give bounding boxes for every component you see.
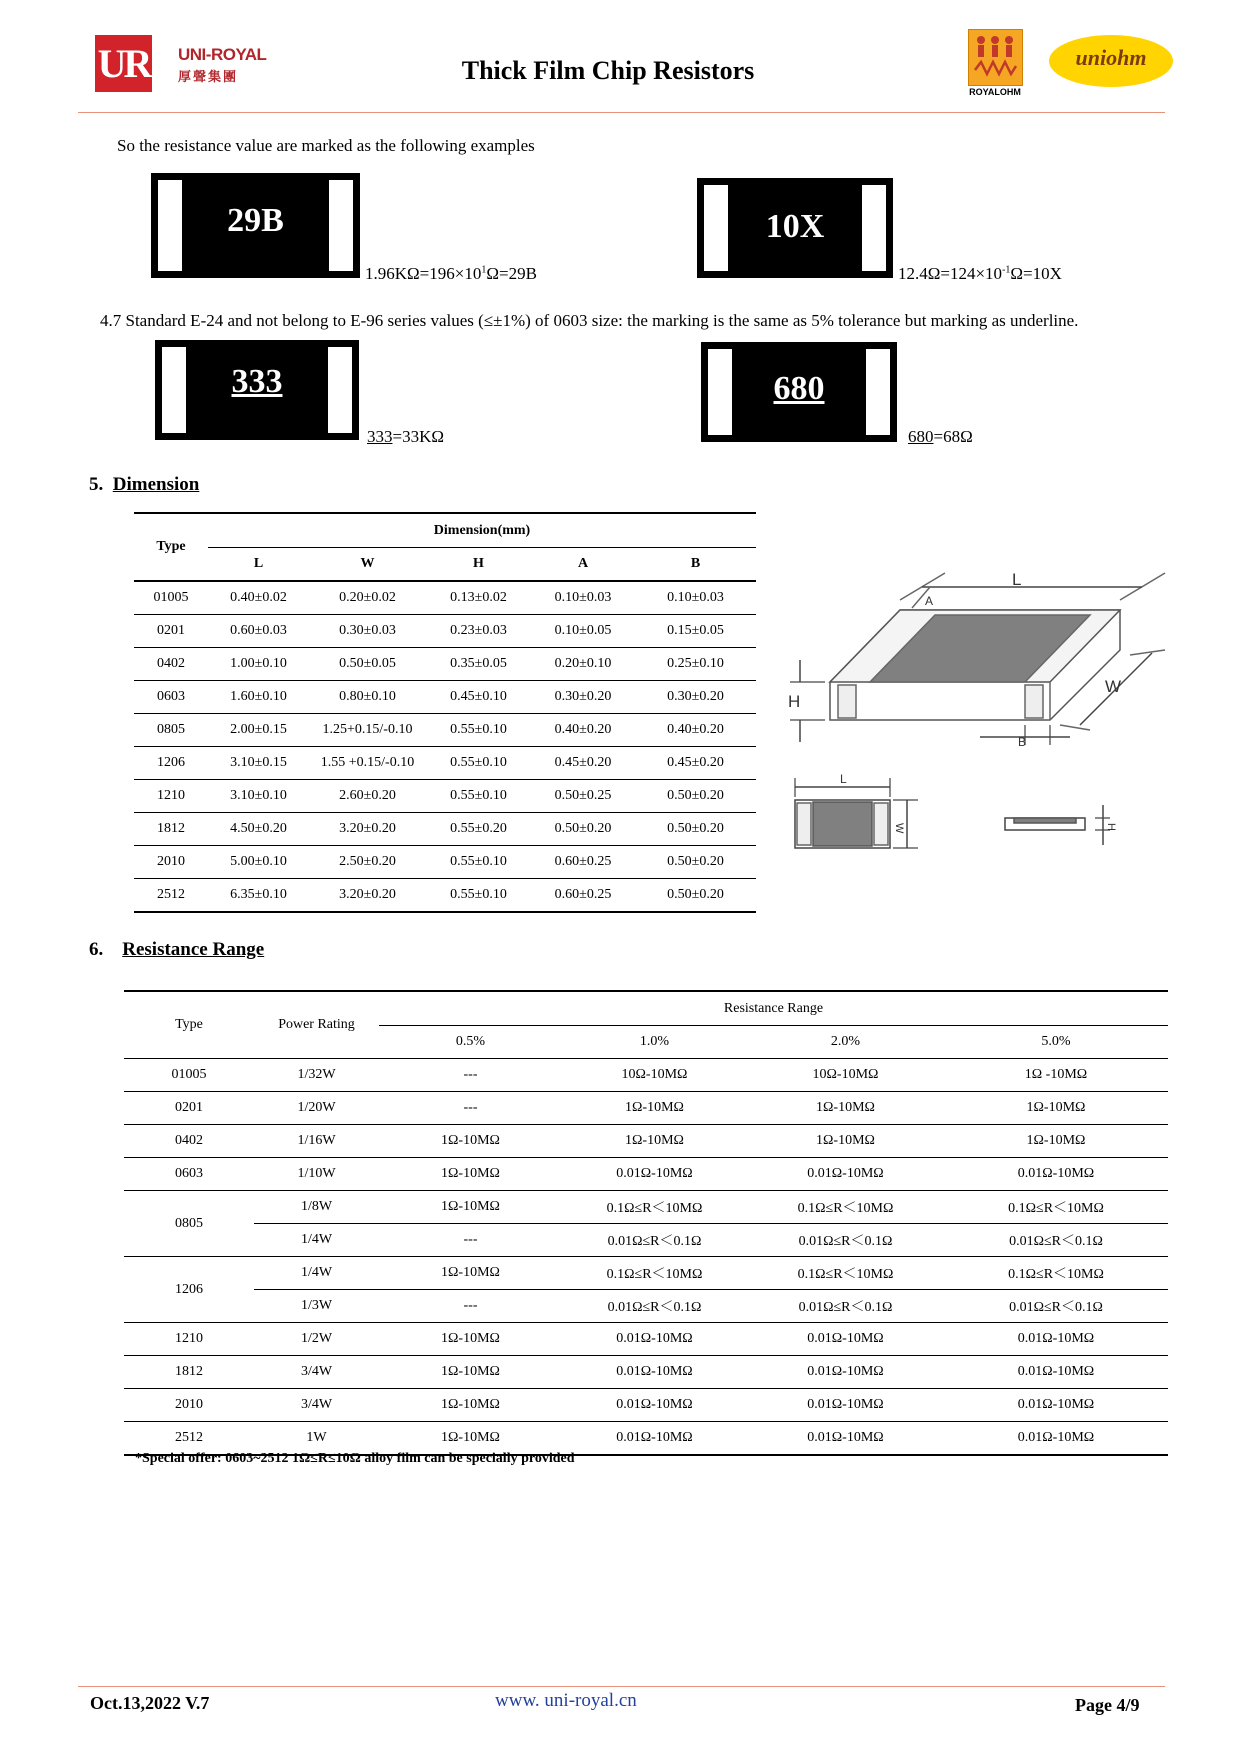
diagram-label-b: B bbox=[1018, 735, 1027, 749]
uniohm-label: uniohm bbox=[1075, 45, 1147, 70]
diagram-label-h: H bbox=[788, 692, 801, 711]
rr-range-cell: 0.01Ω-10MΩ bbox=[562, 1389, 747, 1422]
chip-marking-text: 10X bbox=[765, 208, 825, 245]
rr-power-cell: 3/4W bbox=[254, 1356, 379, 1389]
dim-type-cell: 1210 bbox=[134, 780, 208, 813]
dim-table-row bbox=[134, 879, 756, 913]
dim-col-header: L bbox=[208, 548, 309, 582]
rr-tolerance-header: 0.5% bbox=[379, 1026, 562, 1059]
dim-value-cell: 0.80±0.10 bbox=[309, 681, 426, 714]
rr-type-cell: 2010 bbox=[124, 1389, 254, 1422]
rr-range-cell: 0.01Ω-10MΩ bbox=[944, 1356, 1168, 1389]
dim-value-cell: 0.50±0.20 bbox=[635, 780, 756, 813]
chip-marking-29b bbox=[151, 173, 360, 278]
dim-type-cell: 1206 bbox=[134, 747, 208, 780]
dim-value-cell: 0.10±0.05 bbox=[531, 615, 635, 648]
dim-value-cell: 0.45±0.20 bbox=[531, 747, 635, 780]
example-caption-29b: $1.96K\Omega=196\times 10^1\Omega=29B$ bbox=[365, 264, 537, 283]
rr-type-cell: 1206 bbox=[124, 1257, 254, 1323]
rr-range-cell: 0.1Ω≤R＜10MΩ bbox=[562, 1257, 747, 1290]
rr-range-cell: --- bbox=[379, 1092, 562, 1125]
dim-value-cell: 0.10±0.03 bbox=[531, 581, 635, 615]
rr-table-row bbox=[124, 1059, 1168, 1092]
diagram-label-a: A bbox=[925, 594, 934, 608]
rr-power-cell: 1/10W bbox=[254, 1158, 379, 1191]
dim-value-cell: 4.50±0.20 bbox=[208, 813, 309, 846]
dim-type-cell: 0805 bbox=[134, 714, 208, 747]
dim-type-cell: 0402 bbox=[134, 648, 208, 681]
rr-power-cell: 1/16W bbox=[254, 1125, 379, 1158]
dim-value-cell: 0.15±0.05 bbox=[635, 615, 756, 648]
royalohm-label: ROYALOHM bbox=[969, 87, 1021, 97]
dim-value-cell: 2.60±0.20 bbox=[309, 780, 426, 813]
dim-value-cell: 3.10±0.15 bbox=[208, 747, 309, 780]
dim-value-cell: 0.55±0.10 bbox=[426, 846, 531, 879]
rr-range-cell: 1Ω-10MΩ bbox=[562, 1125, 747, 1158]
rr-range-cell: 0.01Ω≤R＜0.1Ω bbox=[562, 1290, 747, 1323]
rr-range-cell: 0.01Ω-10MΩ bbox=[747, 1323, 944, 1356]
dim-value-cell: 0.20±0.02 bbox=[309, 581, 426, 615]
rr-range-cell: 1Ω-10MΩ bbox=[379, 1323, 562, 1356]
rr-range-cell: 0.01Ω-10MΩ bbox=[747, 1422, 944, 1456]
rr-table-row bbox=[124, 1356, 1168, 1389]
rr-table-row bbox=[124, 1257, 1168, 1290]
header-divider bbox=[78, 112, 1165, 113]
dim-type-cell: 2512 bbox=[134, 879, 208, 913]
rr-table-row bbox=[124, 1422, 1168, 1456]
rr-type-header: Type bbox=[124, 991, 254, 1059]
dim-value-cell: 0.60±0.25 bbox=[531, 846, 635, 879]
rr-range-cell: 1Ω-10MΩ bbox=[944, 1125, 1168, 1158]
dim-value-cell: 3.20±0.20 bbox=[309, 813, 426, 846]
chip-marking-333 bbox=[155, 340, 359, 440]
dim-value-cell: 0.10±0.03 bbox=[635, 581, 756, 615]
topview-label-w: W bbox=[893, 823, 905, 834]
rr-type-cell: 0201 bbox=[124, 1092, 254, 1125]
dim-value-cell: 0.55±0.10 bbox=[426, 714, 531, 747]
rr-power-cell: 1/32W bbox=[254, 1059, 379, 1092]
brand-name: UNI-ROYAL bbox=[178, 45, 267, 64]
dim-value-cell: 0.55±0.10 bbox=[426, 780, 531, 813]
dim-value-cell: 2.50±0.20 bbox=[309, 846, 426, 879]
rr-range-cell: 1Ω-10MΩ bbox=[379, 1125, 562, 1158]
dim-type-header: Type bbox=[134, 513, 208, 581]
uniohm-logo bbox=[1049, 35, 1173, 87]
dim-value-cell: 0.50±0.05 bbox=[309, 648, 426, 681]
rr-power-cell: 1/2W bbox=[254, 1323, 379, 1356]
dim-value-cell: 0.35±0.05 bbox=[426, 648, 531, 681]
rr-table-row bbox=[124, 1290, 1168, 1323]
dim-value-cell: 0.45±0.10 bbox=[426, 681, 531, 714]
dim-table-row bbox=[134, 648, 756, 681]
dim-type-cell: 1812 bbox=[134, 813, 208, 846]
rr-range-cell: 1Ω-10MΩ bbox=[747, 1092, 944, 1125]
dim-table-row bbox=[134, 681, 756, 714]
document-title: Thick Film Chip Resistors bbox=[461, 56, 755, 85]
rr-power-cell: 1/8W bbox=[254, 1191, 379, 1224]
dim-value-cell: 0.13±0.02 bbox=[426, 581, 531, 615]
dim-table-row bbox=[134, 813, 756, 846]
sideview-label-h: H bbox=[1105, 823, 1117, 831]
rr-range-cell: 1Ω-10MΩ bbox=[379, 1191, 562, 1224]
dim-value-cell: 0.40±0.02 bbox=[208, 581, 309, 615]
resistance-range-table bbox=[124, 990, 1168, 1456]
rr-range-cell: --- bbox=[379, 1224, 562, 1257]
rr-range-cell: 0.01Ω-10MΩ bbox=[562, 1323, 747, 1356]
brand-chinese-name: 厚聲集團 bbox=[178, 70, 239, 85]
dim-table-row bbox=[134, 846, 756, 879]
dim-value-cell: 0.50±0.20 bbox=[635, 813, 756, 846]
dim-value-cell: 6.35±0.10 bbox=[208, 879, 309, 913]
rr-range-cell: 1Ω-10MΩ bbox=[379, 1158, 562, 1191]
footer-date-version: Oct.13,2022 V.7 bbox=[90, 1693, 210, 1713]
rr-range-cell: 1Ω-10MΩ bbox=[379, 1257, 562, 1290]
dim-value-cell: 1.55 +0.15/-0.10 bbox=[309, 747, 426, 780]
dim-col-header: H bbox=[426, 548, 531, 582]
rr-power-header: Power Rating bbox=[254, 991, 379, 1059]
rr-power-cell: 3/4W bbox=[254, 1389, 379, 1422]
rr-range-cell: 0.01Ω-10MΩ bbox=[944, 1389, 1168, 1422]
dim-table-row bbox=[134, 747, 756, 780]
dim-value-cell: 0.40±0.20 bbox=[635, 714, 756, 747]
rr-range-cell: 1Ω-10MΩ bbox=[379, 1356, 562, 1389]
dim-value-cell: 0.60±0.25 bbox=[531, 879, 635, 913]
dim-value-cell: 0.30±0.03 bbox=[309, 615, 426, 648]
chip-marking-text: 680 bbox=[773, 370, 825, 407]
dim-value-cell: 1.60±0.10 bbox=[208, 681, 309, 714]
rr-power-cell: 1/4W bbox=[254, 1224, 379, 1257]
rr-range-cell: 1Ω-10MΩ bbox=[562, 1092, 747, 1125]
rr-range-cell: 0.01Ω≤R＜0.1Ω bbox=[747, 1224, 944, 1257]
rr-group-header: Resistance Range bbox=[379, 991, 1168, 1026]
rr-range-cell: 0.1Ω≤R＜10MΩ bbox=[944, 1191, 1168, 1224]
dim-value-cell: 0.55±0.10 bbox=[426, 879, 531, 913]
example-caption-10x: $12.4\Omega=124\times 10^{-1}\Omega=10X$ bbox=[898, 264, 1062, 283]
dim-value-cell: 0.25±0.10 bbox=[635, 648, 756, 681]
rr-range-cell: 1Ω-10MΩ bbox=[379, 1389, 562, 1422]
rr-range-cell: 0.01Ω-10MΩ bbox=[562, 1356, 747, 1389]
special-offer-note: *Special offer: 0603~2512 1Ω≤R≤10Ω alloy film can be specially provided bbox=[135, 1451, 575, 1466]
intro-text: So the resistance value are marked as the following examples bbox=[117, 136, 535, 155]
standard-note: 4.7 Standard E-24 and not belong to E-96 series values (≤±1%) of 0603 size: the marking is the same as 5% tolerance but marking as underline. bbox=[100, 311, 1079, 330]
rr-range-cell: 0.01Ω≤R＜0.1Ω bbox=[944, 1290, 1168, 1323]
rr-range-cell: 0.01Ω≤R＜0.1Ω bbox=[747, 1290, 944, 1323]
dim-value-cell: 0.50±0.20 bbox=[531, 813, 635, 846]
dim-table-row bbox=[134, 581, 756, 615]
section-6-heading: 6. Resistance Range bbox=[89, 939, 265, 960]
rr-range-cell: 0.01Ω≤R＜0.1Ω bbox=[944, 1224, 1168, 1257]
dim-value-cell: 0.23±0.03 bbox=[426, 615, 531, 648]
rr-range-cell: 0.1Ω≤R＜10MΩ bbox=[747, 1191, 944, 1224]
rr-tolerance-header: 5.0% bbox=[944, 1026, 1168, 1059]
rr-range-cell: 0.01Ω-10MΩ bbox=[944, 1158, 1168, 1191]
dim-value-cell: 0.60±0.03 bbox=[208, 615, 309, 648]
rr-range-cell: 1Ω -10MΩ bbox=[944, 1059, 1168, 1092]
rr-range-cell: 0.01Ω-10MΩ bbox=[944, 1323, 1168, 1356]
rr-range-cell: 0.1Ω≤R＜10MΩ bbox=[562, 1191, 747, 1224]
dim-value-cell: 0.50±0.25 bbox=[531, 780, 635, 813]
rr-range-cell: 10Ω-10MΩ bbox=[562, 1059, 747, 1092]
rr-table-row bbox=[124, 1191, 1168, 1224]
rr-range-cell: 1Ω-10MΩ bbox=[747, 1125, 944, 1158]
section-5-heading: 5. Dimension bbox=[89, 474, 200, 495]
dim-col-header: B bbox=[635, 548, 756, 582]
rr-table-row bbox=[124, 1092, 1168, 1125]
dim-table-row bbox=[134, 615, 756, 648]
rr-range-cell: 0.01Ω≤R＜0.1Ω bbox=[562, 1224, 747, 1257]
royalohm-logo bbox=[968, 29, 1023, 86]
rr-power-cell: 1/20W bbox=[254, 1092, 379, 1125]
dim-type-cell: 0201 bbox=[134, 615, 208, 648]
rr-range-cell: 10Ω-10MΩ bbox=[747, 1059, 944, 1092]
rr-range-cell: 1Ω-10MΩ bbox=[379, 1422, 562, 1456]
dim-group-header: Dimension(mm) bbox=[208, 513, 756, 548]
rr-type-cell: 01005 bbox=[124, 1059, 254, 1092]
rr-tolerance-header: 2.0% bbox=[747, 1026, 944, 1059]
dim-type-cell: 2010 bbox=[134, 846, 208, 879]
dim-value-cell: 0.50±0.20 bbox=[635, 879, 756, 913]
rr-table-row bbox=[124, 1224, 1168, 1257]
dim-value-cell: 0.20±0.10 bbox=[531, 648, 635, 681]
dim-value-cell: 0.50±0.20 bbox=[635, 846, 756, 879]
rr-table-row bbox=[124, 1158, 1168, 1191]
rr-range-cell: 0.01Ω-10MΩ bbox=[747, 1389, 944, 1422]
dimension-table bbox=[134, 512, 756, 913]
topview-label-l: L bbox=[840, 772, 847, 786]
rr-tolerance-header: 1.0% bbox=[562, 1026, 747, 1059]
rr-range-cell: 0.1Ω≤R＜10MΩ bbox=[944, 1257, 1168, 1290]
rr-type-cell: 1210 bbox=[124, 1323, 254, 1356]
example-caption-333: 333=33KΩ bbox=[367, 427, 444, 446]
chip-marking-10x bbox=[697, 178, 893, 278]
footer-website-link[interactable]: www. uni-royal.cn bbox=[495, 1690, 637, 1711]
dim-type-cell: 01005 bbox=[134, 581, 208, 615]
dim-value-cell: 0.55±0.20 bbox=[426, 813, 531, 846]
chip-marking-text: 333 bbox=[231, 363, 283, 400]
rr-range-cell: --- bbox=[379, 1059, 562, 1092]
dim-value-cell: 1.00±0.10 bbox=[208, 648, 309, 681]
diagram-label-w: W bbox=[1105, 677, 1122, 696]
dim-value-cell: 5.00±0.10 bbox=[208, 846, 309, 879]
dim-value-cell: 3.10±0.10 bbox=[208, 780, 309, 813]
diagram-label-l: L bbox=[1012, 570, 1022, 589]
footer-page-number: Page 4/9 bbox=[1075, 1695, 1140, 1715]
ur-logo: UR bbox=[95, 35, 152, 92]
example-caption-680: 680=68Ω bbox=[908, 427, 973, 446]
rr-range-cell: 1Ω-10MΩ bbox=[944, 1092, 1168, 1125]
rr-type-cell: 0603 bbox=[124, 1158, 254, 1191]
dim-col-header: A bbox=[531, 548, 635, 582]
chip-marking-680 bbox=[701, 342, 897, 442]
rr-type-cell: 2512 bbox=[124, 1422, 254, 1456]
rr-range-cell: 0.01Ω-10MΩ bbox=[944, 1422, 1168, 1456]
rr-range-cell: --- bbox=[379, 1290, 562, 1323]
rr-type-cell: 1812 bbox=[124, 1356, 254, 1389]
dim-table-row bbox=[134, 780, 756, 813]
chip-marking-text: 29B bbox=[227, 202, 284, 239]
rr-power-cell: 1/4W bbox=[254, 1257, 379, 1290]
rr-type-cell: 0402 bbox=[124, 1125, 254, 1158]
dim-value-cell: 0.45±0.20 bbox=[635, 747, 756, 780]
chip-dimension-diagram bbox=[780, 565, 1175, 880]
dim-value-cell: 0.55±0.10 bbox=[426, 747, 531, 780]
dim-col-header: W bbox=[309, 548, 426, 582]
rr-table-row bbox=[124, 1389, 1168, 1422]
dim-value-cell: 0.40±0.20 bbox=[531, 714, 635, 747]
dim-value-cell: 3.20±0.20 bbox=[309, 879, 426, 913]
rr-table-row bbox=[124, 1125, 1168, 1158]
rr-table-row bbox=[124, 1323, 1168, 1356]
rr-type-cell: 0805 bbox=[124, 1191, 254, 1257]
rr-range-cell: 0.01Ω-10MΩ bbox=[562, 1158, 747, 1191]
rr-range-cell: 0.1Ω≤R＜10MΩ bbox=[747, 1257, 944, 1290]
rr-range-cell: 0.01Ω-10MΩ bbox=[747, 1356, 944, 1389]
dim-value-cell: 1.25+0.15/-0.10 bbox=[309, 714, 426, 747]
rr-power-cell: 1W bbox=[254, 1422, 379, 1456]
dim-type-cell: 0603 bbox=[134, 681, 208, 714]
rr-power-cell: 1/3W bbox=[254, 1290, 379, 1323]
dim-value-cell: 0.30±0.20 bbox=[635, 681, 756, 714]
rr-range-cell: 0.01Ω-10MΩ bbox=[562, 1422, 747, 1456]
dim-value-cell: 2.00±0.15 bbox=[208, 714, 309, 747]
footer-divider bbox=[78, 1686, 1165, 1687]
rr-range-cell: 0.01Ω-10MΩ bbox=[747, 1158, 944, 1191]
dim-value-cell: 0.30±0.20 bbox=[531, 681, 635, 714]
dim-table-row bbox=[134, 714, 756, 747]
